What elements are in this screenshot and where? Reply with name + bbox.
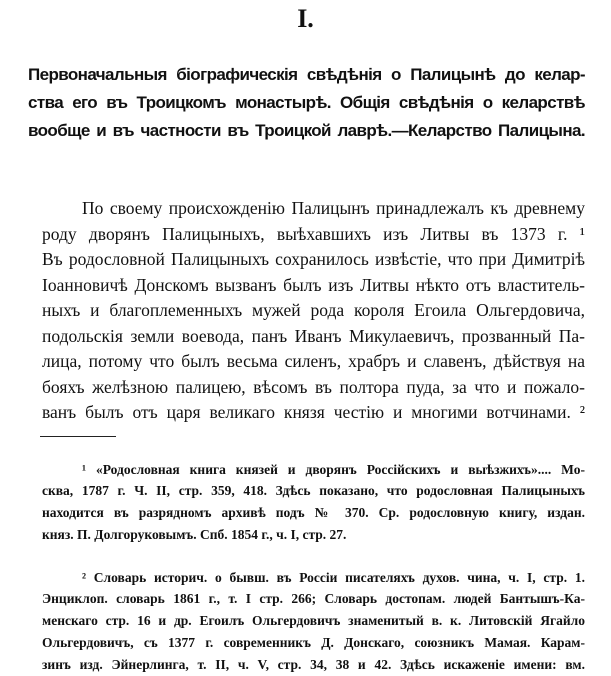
footnote-line: находится въ разрядномъ архивѣ подъ № 370. Ср. родословную книгу, издан. <box>42 505 585 520</box>
body-line: ныхъ и благоплеменныхъ мужей рода короля Егоила Ольгердовича, <box>42 300 585 320</box>
body-line: бояхъ желѣзною палицею, вѣсомъ въ полтора пуда, за что и пожало- <box>42 376 585 397</box>
footnote-line: сква, 1787 г. Ч. II, стр. 359, 418. Здѣсь показано, что родословная Палицыныхъ <box>42 483 585 498</box>
footnote-line: менскаго стр. 16 и др. Егоилъ Ольгердовичъ знаменитый в. к. Литовскій Ягайло <box>42 613 585 628</box>
footnote-line: ² Словарь историч. о бывш. въ Россіи писателяхъ духов. чина, ч. I, стр. 1. <box>82 570 585 585</box>
body-line: Іоанновичѣ Донскомъ вызванъ былъ изъ Литвы нѣкто отъ властитель- <box>42 274 585 295</box>
body-line: ванъ былъ отъ царя великаго князя честію и многими вотчинами. ² <box>42 402 585 422</box>
footnote-line: Энциклоп. словарь 1861 г., т. I стр. 266; Словарь достопам. людей Бантышъ-Ка- <box>42 591 585 606</box>
footnote-line: зинъ изд. Эйнерлинга, т. II, ч. V, стр. 34, 38 и 42. Здѣсь искаженіе имени: вм. <box>42 657 585 672</box>
footnote-line: ¹ «Родословная книга князей и дворянъ Россійскихъ и выѣзжихъ».... Мо- <box>82 462 585 477</box>
heading-line: вообще и въ частности въ Троицкой лаврѣ.—Келарство Палицына. <box>28 121 585 140</box>
chapter-number: I. <box>297 4 314 33</box>
footnote-line: Ольгердовичъ, съ 1377 г. современникъ Д. Донскаго, союзникъ Мамая. Карам- <box>42 635 585 650</box>
body-line: По своему происхожденію Палицынъ принадлежалъ къ древнему <box>82 198 585 218</box>
body-line: лица, потому что былъ весьма силенъ, храбръ и славенъ, дѣйствуя на <box>42 351 585 371</box>
footnote-line: княз. П. Долгоруковымъ. Спб. 1854 г., ч. I, стр. 27. <box>42 527 347 542</box>
body-line: подольскія земли воевода, панъ Иванъ Микулаевичъ, прозванный Па- <box>42 325 585 346</box>
heading-line: Первоначальныя біографическія свѣдѣнія о Палицынѣ до келар- <box>28 65 585 84</box>
heading-line: ства его въ Троицкомъ монастырѣ. Общія свѣдѣнія о келарствѣ <box>28 93 585 112</box>
body-line: Въ родословной Палицыныхъ сохранилось извѣстіе, что при Димитріѣ <box>42 249 585 269</box>
body-line: роду дворянъ Палицыныхъ, выѣхавшихъ изъ Литвы въ 1373 г. ¹ <box>42 223 585 244</box>
footnote-separator <box>40 436 116 437</box>
